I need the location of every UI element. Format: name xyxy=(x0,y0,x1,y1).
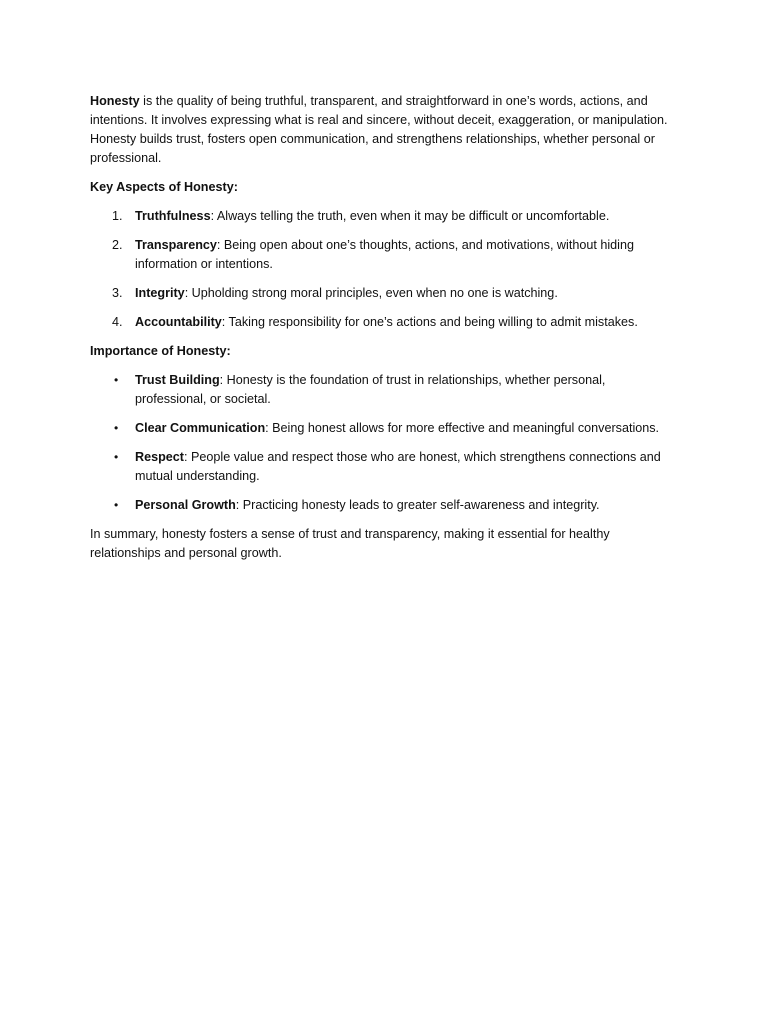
item-term: Integrity xyxy=(135,286,185,300)
item-text: : Always telling the truth, even when it may be difficult or uncomfortable. xyxy=(210,209,610,223)
item-term: Clear Communication xyxy=(135,421,266,435)
item-text: : Practicing honesty leads to greater self-awareness and integrity. xyxy=(235,498,600,512)
list-item-transparency xyxy=(90,236,680,274)
item-term: Respect xyxy=(135,450,184,464)
item-text: : People value and respect those who are honest, which strengthens connections and mutual understanding. xyxy=(135,450,661,483)
list-marker: 2. xyxy=(112,238,123,252)
bullet-icon: • xyxy=(114,450,119,464)
list-marker: 4. xyxy=(112,315,123,329)
item-text: : Being open about one’s thoughts, actions, and motivations, without hiding information or intentions. xyxy=(135,238,634,271)
item-text: : Honesty is the foundation of trust in relationships, whether personal, professional, or societal. xyxy=(135,373,606,406)
bullet-icon: • xyxy=(114,421,119,435)
importance-heading: Importance of Honesty: xyxy=(90,344,231,358)
list-item-respect xyxy=(90,448,680,486)
item-text: : Upholding strong moral principles, even when no one is watching. xyxy=(184,286,558,300)
importance-list xyxy=(90,371,680,515)
list-item-accountability xyxy=(90,313,680,332)
item-text: : Taking responsibility for one’s actions and being willing to admit mistakes. xyxy=(221,315,638,329)
list-item-personal-growth xyxy=(90,496,680,515)
bullet-icon: • xyxy=(114,373,119,387)
intro-paragraph xyxy=(90,92,680,168)
list-item-integrity xyxy=(90,284,680,303)
summary-paragraph: In summary, honesty fosters a sense of trust and transparency, making it essential for healthy relationships and personal growth. xyxy=(90,527,610,560)
item-term: Trust Building xyxy=(135,373,220,387)
intro-term: Honesty xyxy=(90,94,140,108)
intro-text: is the quality of being truthful, transparent, and straightforward in one’s words, actions, and intentions. It involves expressing what is real and sincere, without deceit, exaggeration, or manipulation. Honesty builds trust, fosters open communication, and strengthens relationships, whether personal or professional. xyxy=(90,94,668,165)
item-term: Transparency xyxy=(135,238,217,252)
list-item-clear-communication xyxy=(90,419,680,438)
item-term: Accountability xyxy=(135,315,222,329)
document-page xyxy=(90,92,680,573)
bullet-icon: • xyxy=(114,498,119,512)
list-item-trust-building xyxy=(90,371,680,409)
item-term: Personal Growth xyxy=(135,498,236,512)
list-item-truthfulness xyxy=(90,207,680,226)
item-text: : Being honest allows for more effective and meaningful conversations. xyxy=(265,421,660,435)
key-aspects-list xyxy=(90,207,680,332)
item-term: Truthfulness xyxy=(135,209,211,223)
list-marker: 1. xyxy=(112,209,123,223)
list-marker: 3. xyxy=(112,286,123,300)
key-aspects-heading: Key Aspects of Honesty: xyxy=(90,180,238,194)
